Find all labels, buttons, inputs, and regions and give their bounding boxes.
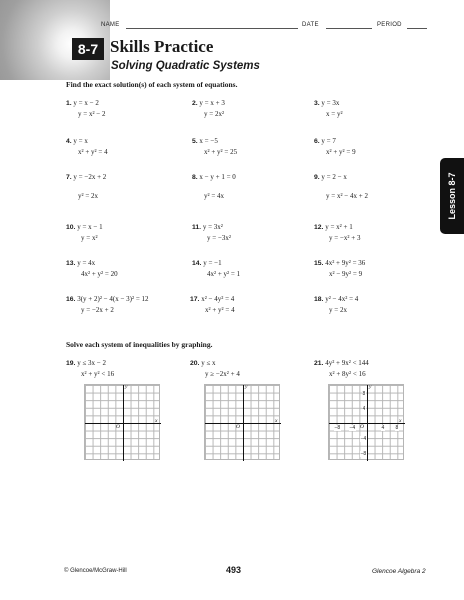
problem-17: 17. x² − 4y² = 4 x² + y² = 4: [190, 295, 235, 314]
y-axis-label: y: [245, 384, 248, 390]
y-axis-label: y: [369, 384, 372, 390]
period-label: PERIOD: [377, 22, 402, 28]
x-axis-label: x: [155, 418, 158, 424]
origin-label: O: [360, 424, 364, 430]
y-tick-label: 8: [362, 391, 366, 397]
origin-label: O: [236, 424, 240, 430]
problem-20: 20. y ≤ x y ≥ −2x² + 4: [190, 359, 240, 378]
problem-5: 5. x = −5 x² + y² = 25: [192, 137, 238, 156]
x-axis-label: x: [275, 418, 278, 424]
problem-15: 15. 4x² + 9y² = 36 x² − 9y² = 9: [314, 259, 366, 278]
footer-book-title: Glencoe Algebra 2: [372, 568, 426, 575]
problem-14: 14. y = −1 4x² + y² = 1: [192, 259, 241, 278]
lesson-number-badge: 8-7: [72, 38, 104, 60]
problem-12: 12. y = x² + 1 y = −x² + 3: [314, 223, 361, 242]
name-field[interactable]: [126, 28, 298, 29]
section2-instruction: Solve each system of inequalities by graphing.: [66, 340, 213, 349]
problem-2: 2. y = x + 3 y = 2x²: [192, 99, 225, 118]
footer-copyright: © Glencoe/McGraw-Hill: [64, 568, 127, 574]
origin-label: O: [116, 424, 120, 430]
problem-8: 8. x − y + 1 = 0 y² = 4x: [192, 173, 236, 200]
lesson-side-tab-label: Lesson 8-7: [447, 172, 457, 220]
page-number: 493: [226, 565, 242, 575]
y-tick-label: 4: [362, 406, 366, 412]
y-axis: [123, 385, 124, 461]
lesson-side-tab: [440, 158, 464, 234]
y-tick-label: −4: [360, 436, 367, 442]
x-tick-label: 4: [381, 425, 385, 431]
problem-19: 19. y ≤ 3x − 2 x² + y² < 16: [66, 359, 115, 378]
problem-16: 16. 3(y + 2)² − 4(x − 3)² = 12 y = −2x + 2: [66, 295, 149, 314]
problem-6: 6. y = 7 x² + y² = 9: [314, 137, 356, 156]
graph-19[interactable]: [84, 384, 160, 460]
problem-7: 7. y = −2x + 2 y² = 2x: [66, 173, 107, 200]
problem-11: 11. y = 3x² y = −3x²: [192, 223, 231, 242]
problem-10: 10. y = x − 1 y = x²: [66, 223, 103, 242]
y-axis-label: y: [125, 384, 128, 390]
period-field[interactable]: [407, 28, 427, 29]
name-label: NAME: [101, 22, 120, 28]
problem-4: 4. y = x x² + y² = 4: [66, 137, 108, 156]
problem-18: 18. y² − 4x² = 4 y = 2x: [314, 295, 359, 314]
x-tick-label: −4: [349, 425, 356, 431]
graph-21[interactable]: [328, 384, 404, 460]
section1-instruction: Find the exact solution(s) of each system of equations.: [66, 80, 238, 89]
problem-9: 9. y = 2 − x y = x² − 4x + 2: [314, 173, 368, 200]
date-field[interactable]: [326, 28, 372, 29]
date-label: DATE: [302, 22, 319, 28]
x-axis-label: x: [399, 418, 402, 424]
x-tick-label: −8: [334, 425, 341, 431]
y-axis: [367, 385, 368, 461]
y-axis: [243, 385, 244, 461]
graph-20[interactable]: [204, 384, 280, 460]
problem-13: 13. y = 4x 4x² + y² = 20: [66, 259, 118, 278]
page-title: Skills Practice: [110, 37, 214, 56]
y-tick-label: −8: [360, 451, 367, 457]
problem-3: 3. y = 3x x = y²: [314, 99, 343, 118]
page-subtitle: Solving Quadratic Systems: [111, 60, 260, 72]
problem-1: 1. y = x − 2 y = x² − 2: [66, 99, 106, 118]
problem-21: 21. 4y² + 9x² < 144 x² + 8y² < 16: [314, 359, 369, 378]
x-tick-label: 8: [395, 425, 399, 431]
